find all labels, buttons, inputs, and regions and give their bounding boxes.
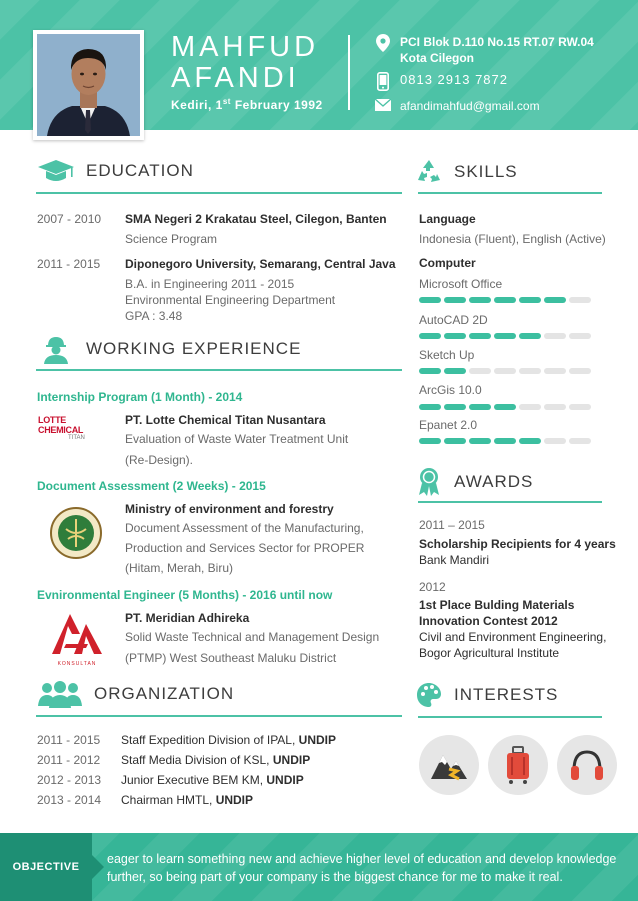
org-entry xyxy=(121,733,336,747)
objective-label-text: OBJECTIVE xyxy=(12,861,80,873)
experience-company: Ministry of environment and forestry xyxy=(125,502,334,516)
logo-subtext: TITAN xyxy=(68,435,85,441)
interests-underline xyxy=(418,716,602,718)
skill-pill-filled xyxy=(444,333,466,339)
skill-pill-empty xyxy=(494,368,516,374)
address-line-1: PCI Blok D.110 No.15 RT.07 RW.04 xyxy=(400,35,594,49)
location-pin-icon xyxy=(374,34,392,52)
birth-info xyxy=(171,97,323,112)
education-detail: Environmental Engineering Department xyxy=(125,293,336,307)
skill-pill-filled xyxy=(494,297,516,303)
skill-pill-filled xyxy=(419,333,441,339)
org-institution: UNDIP xyxy=(215,793,254,807)
skill-pill-filled xyxy=(469,438,491,444)
phone-icon xyxy=(374,72,392,91)
contact-email xyxy=(374,99,540,113)
experience-desc: Production and Services Sector for PROPER xyxy=(125,541,365,555)
lotte-chemical-logo xyxy=(38,415,113,439)
address-line-2: Kota Cilegon xyxy=(400,51,474,65)
org-years: 2011 - 2012 xyxy=(37,753,101,767)
experience-desc: Solid Waste Technical and Management Design xyxy=(125,630,380,644)
worker-icon xyxy=(36,334,76,364)
education-detail: GPA : 3.48 xyxy=(125,309,183,323)
experience-desc: Document Assessment of the Manufacturing, xyxy=(125,521,364,535)
award-org: Civil and Environment Engineering, xyxy=(419,630,607,644)
award-title: Innovation Contest 2012 xyxy=(419,614,558,628)
objective-footer xyxy=(0,833,638,901)
skill-pill-empty xyxy=(544,438,566,444)
skill-pill-filled xyxy=(469,297,491,303)
skill-pill-filled xyxy=(519,438,541,444)
skill-name: ArcGis 10.0 xyxy=(419,383,482,397)
language-value: Indonesia (Fluent), English (Active) xyxy=(419,232,606,246)
skill-name: AutoCAD 2D xyxy=(419,313,488,327)
skill-pill-empty xyxy=(519,368,541,374)
interest-hiking xyxy=(419,735,479,795)
envelope-icon xyxy=(374,99,392,111)
logo-text: KONSULTAN xyxy=(57,661,97,667)
experience-desc: (Hitam, Merah, Biru) xyxy=(125,561,234,575)
experience-role: Internship Program (1 Month) - 2014 xyxy=(37,390,243,404)
org-years: 2011 - 2015 xyxy=(37,733,101,747)
skill-pill-filled xyxy=(419,438,441,444)
awards-heading xyxy=(414,467,533,497)
graduation-cap-icon xyxy=(36,158,76,184)
education-years: 2011 - 2015 xyxy=(37,257,101,271)
org-text: Chairman HMTL, xyxy=(121,793,216,807)
dob-prefix: Kediri, 1 xyxy=(171,98,223,112)
recycle-icon xyxy=(414,158,444,186)
interests-title: INTERESTS xyxy=(454,685,559,704)
org-text: Staff Expedition Division of IPAL, xyxy=(121,733,299,747)
objective-line-1: eager to learn something new and achieve higher level of education and develop knowledge xyxy=(107,852,617,866)
skill-pill-empty xyxy=(569,333,591,339)
org-entry xyxy=(121,753,310,767)
contact-address xyxy=(374,34,594,66)
skill-pill-filled xyxy=(494,404,516,410)
skill-bar xyxy=(419,333,591,339)
org-entry xyxy=(121,793,253,807)
education-underline xyxy=(36,192,402,194)
education-detail: B.A. in Engineering 2011 - 2015 xyxy=(125,277,295,291)
award-years: 2011 – 2015 xyxy=(419,518,485,532)
ministry-logo xyxy=(50,507,102,564)
phone-number[interactable]: 0813 2913 7872 xyxy=(400,72,508,87)
awards-title: AWARDS xyxy=(454,472,534,491)
skill-pill-filled xyxy=(444,438,466,444)
skill-pill-filled xyxy=(419,297,441,303)
skill-pill-empty xyxy=(569,404,591,410)
skill-pill-filled xyxy=(469,333,491,339)
org-years: 2013 - 2014 xyxy=(37,793,102,807)
org-text: Junior Executive BEM KM, xyxy=(121,773,267,787)
experience-role: Evnironmental Engineer (5 Months) - 2016 until now xyxy=(37,588,333,602)
skill-name: Epanet 2.0 xyxy=(419,418,478,432)
skill-bar xyxy=(419,297,591,303)
skills-underline xyxy=(418,192,602,194)
first-name: MAHFUD xyxy=(171,31,320,63)
objective-label xyxy=(0,833,92,901)
awards-underline xyxy=(418,501,602,503)
experience-title: WORKING EXPERIENCE xyxy=(86,339,302,358)
experience-desc: (Re-Design). xyxy=(125,453,194,467)
dob-suffix: February 1992 xyxy=(230,98,323,112)
education-school: Diponegoro University, Semarang, Central Java xyxy=(125,257,396,271)
skill-pill-empty xyxy=(544,333,566,339)
full-name xyxy=(171,32,319,94)
skill-pill-filled xyxy=(444,297,466,303)
palette-icon xyxy=(414,682,444,708)
skill-pill-filled xyxy=(469,404,491,410)
award-title: 1st Place Bulding Materials xyxy=(419,598,575,612)
skill-pill-filled xyxy=(519,297,541,303)
skill-name: Sketch Up xyxy=(419,348,475,362)
skill-name: Microsoft Office xyxy=(419,277,503,291)
award-ribbon-icon xyxy=(414,467,444,497)
experience-desc: Evaluation of Waste Water Treatment Unit xyxy=(125,432,349,446)
interest-travel xyxy=(488,735,548,795)
org-institution: UNDIP xyxy=(266,773,304,787)
interest-music xyxy=(557,735,617,795)
org-years: 2012 - 2013 xyxy=(37,773,102,787)
skill-pill-filled xyxy=(444,404,466,410)
education-detail: Science Program xyxy=(125,232,218,246)
email-address[interactable]: afandimahfud@gmail.com xyxy=(400,99,540,113)
contact-phone xyxy=(374,72,508,91)
experience-company: PT. Lotte Chemical Titan Nusantara xyxy=(125,413,326,427)
last-name: AFANDI xyxy=(171,62,300,94)
logo-text: LOTTE CHEMICAL xyxy=(38,415,84,435)
skill-pill-filled xyxy=(494,333,516,339)
skill-pill-empty xyxy=(469,368,491,374)
organization-heading xyxy=(36,680,234,708)
skill-bar xyxy=(419,368,591,374)
mountain-icon xyxy=(429,747,469,783)
meridian-logo xyxy=(50,610,104,666)
experience-company: PT. Meridian Adhireka xyxy=(125,611,250,625)
skill-pill-empty xyxy=(544,368,566,374)
org-institution: UNDIP xyxy=(272,753,311,767)
skill-pill-empty xyxy=(569,368,591,374)
skills-heading xyxy=(414,158,518,186)
organization-title: ORGANIZATION xyxy=(94,684,235,703)
skill-bar xyxy=(419,438,591,444)
headphones-icon xyxy=(569,748,605,782)
org-text: Staff Media Division of KSL, xyxy=(121,753,273,767)
computer-label: Computer xyxy=(419,256,476,270)
experience-role: Document Assessment (2 Weeks) - 2015 xyxy=(37,479,266,493)
skill-pill-filled xyxy=(444,368,466,374)
skill-pill-filled xyxy=(494,438,516,444)
education-school: SMA Negeri 2 Krakatau Steel, Cilegon, Banten xyxy=(125,212,387,226)
group-icon xyxy=(36,680,84,708)
skill-pill-empty xyxy=(569,297,591,303)
education-years: 2007 - 2010 xyxy=(37,212,102,226)
language-label: Language xyxy=(419,212,476,226)
profile-photo xyxy=(33,30,144,140)
skill-pill-filled xyxy=(544,297,566,303)
education-heading xyxy=(36,158,194,184)
experience-underline xyxy=(36,369,402,371)
objective-text xyxy=(107,850,627,886)
education-title: EDUCATION xyxy=(86,161,194,180)
skill-pill-empty xyxy=(544,404,566,410)
experience-desc: (PTMP) West Southeast Maluku District xyxy=(125,651,337,665)
objective-line-2: further, so being part of your company is the biggest chance for me to make it real. xyxy=(107,870,563,884)
experience-heading xyxy=(36,334,301,364)
award-org: Bank Mandiri xyxy=(419,553,490,567)
skills-title: SKILLS xyxy=(454,162,518,181)
luggage-icon xyxy=(503,745,533,785)
header-divider xyxy=(348,35,350,110)
dob-ordinal: st xyxy=(222,97,231,106)
interests-heading xyxy=(414,682,558,708)
skill-pill-empty xyxy=(569,438,591,444)
award-title: Scholarship Recipients for 4 years xyxy=(419,537,616,551)
skill-bar xyxy=(419,404,591,410)
award-org: Bogor Agricultural Institute xyxy=(419,646,560,660)
skill-pill-filled xyxy=(519,333,541,339)
skill-pill-filled xyxy=(419,404,441,410)
skill-pill-empty xyxy=(519,404,541,410)
skill-pill-filled xyxy=(419,368,441,374)
org-institution: UNDIP xyxy=(298,733,336,747)
org-entry xyxy=(121,773,304,787)
award-years: 2012 xyxy=(419,580,446,594)
portrait-image xyxy=(37,34,140,136)
organization-underline xyxy=(36,715,402,717)
